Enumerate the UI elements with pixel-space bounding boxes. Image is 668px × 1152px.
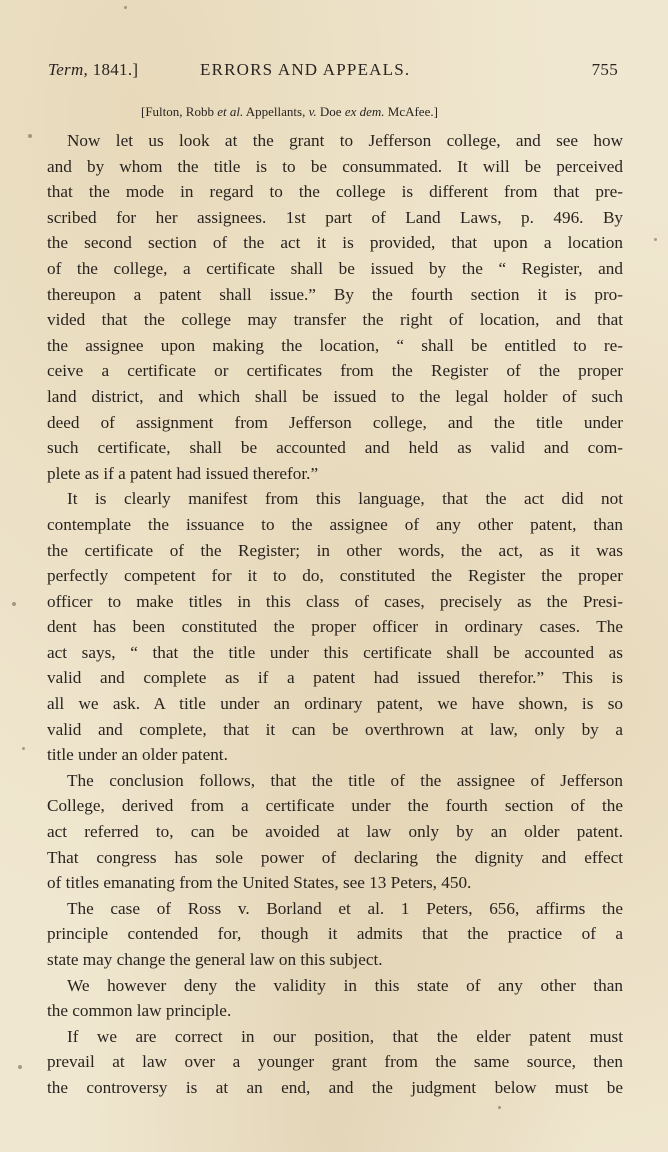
caption-part: Appellants, — [243, 104, 309, 119]
text-line: thereupon a patent shall issue.” By the fourth section it is pro- — [47, 284, 623, 304]
text-line: the common law principle. — [47, 1001, 232, 1021]
text-line: and by whom the title is to be consummated. It will be perceived — [47, 156, 623, 176]
text-line: such certificate, shall be accounted and held as valid and com- — [47, 438, 623, 458]
text-line: That congress has sole power of declaring the dignity and effect — [47, 847, 623, 867]
caption-part: v. — [308, 104, 317, 119]
text-line: of the college, a certificate shall be issued by the “ Register, and — [47, 258, 623, 278]
paper-speck — [124, 6, 127, 9]
paper-speck — [28, 134, 32, 138]
term-word: Term, — [48, 60, 89, 79]
text-line: of titles emanating from the United States, see 13 Peters, 450. — [47, 873, 472, 893]
text-line: If we are correct in our position, that the elder patent must — [67, 1026, 623, 1046]
text-line: Now let us look at the grant to Jefferson college, and see how — [67, 131, 623, 150]
term-year: 1841.] — [88, 60, 139, 79]
text-line: state may change the general law on this subject. — [47, 950, 383, 969]
text-line: that the mode in regard to the college is different from that pre- — [47, 182, 623, 202]
text-line: act referred to, can be avoided at law only by an older patent. — [47, 822, 623, 842]
caption-part: Doe — [316, 104, 345, 119]
paper-speck — [12, 602, 16, 606]
text-line: The case of Ross v. Borland et al. 1 Peters, 656, affirms the — [67, 898, 623, 918]
body-text — [47, 128, 623, 1101]
text-line: the certificate of the Register; in other words, the act, as it was — [47, 540, 623, 560]
text-line: the assignee upon making the location, “ shall be entitled to re- — [47, 335, 623, 355]
text-line: The conclusion follows, that the title of the assignee of Jefferson — [67, 770, 623, 790]
caption-part: [Fulton, Robb — [141, 104, 214, 119]
text-line: valid and complete, that it can be overthrown at law, only by a — [47, 719, 623, 739]
paper-speck — [498, 1106, 501, 1109]
text-line: College, derived from a certificate under the fourth section of the — [47, 796, 623, 816]
text-line: vided that the college may transfer the right of location, and that — [47, 310, 623, 330]
text-line: the controversy is at an end, and the judgment below must be — [47, 1077, 623, 1097]
text-line: We however deny the validity in this state of any other than — [67, 975, 623, 995]
caption-part: et al. — [213, 104, 244, 119]
text-line: title under an older patent. — [47, 745, 228, 765]
text-line: plete as if a patent had issued therefor.” — [47, 463, 319, 483]
page-number: 755 — [591, 60, 618, 79]
text-line: prevail at law over a younger grant from the same source, then — [47, 1052, 623, 1072]
text-line: perfectly competent for it to do, constituted the Register the proper — [47, 566, 623, 586]
text-line: deed of assignment from Jefferson college, and the title under — [47, 412, 623, 432]
text-line: scribed for her assignees. 1st part of Land Laws, p. 496. By — [47, 207, 623, 227]
caption-part: McAfee.] — [384, 104, 438, 119]
text-line: ceive a certificate or certificates from the Register of the proper — [47, 361, 623, 381]
running-title: ERRORS AND APPEALS. — [200, 60, 411, 79]
paper-speck — [22, 747, 25, 750]
term-label — [48, 60, 138, 80]
text-line: act says, “ that the title under this certificate shall be accounted as — [47, 642, 623, 662]
text-line: principle contended for, though it admits that the practice of a — [47, 924, 623, 944]
paper-speck — [654, 238, 657, 241]
text-line: the second section of the act it is provided, that upon a location — [47, 233, 623, 253]
text-line: valid and complete as if a patent had issued therefor.” This is — [47, 668, 623, 688]
text-line: all we ask. A title under an ordinary patent, we have shown, is so — [47, 694, 623, 714]
case-caption — [141, 104, 541, 120]
paper-speck — [18, 1065, 22, 1069]
text-line: contemplate the issuance to the assignee of any other patent, than — [47, 514, 623, 534]
text-line: officer to make titles in this class of cases, precisely as the Presi- — [47, 591, 623, 611]
running-header — [48, 60, 618, 88]
text-line: land district, and which shall be issued to the legal holder of such — [47, 386, 623, 406]
text-line: dent has been constituted the proper officer in ordinary cases. The — [47, 617, 623, 637]
caption-part: ex dem. — [344, 104, 385, 119]
text-line: It is clearly manifest from this language, that the act did not — [67, 489, 623, 509]
